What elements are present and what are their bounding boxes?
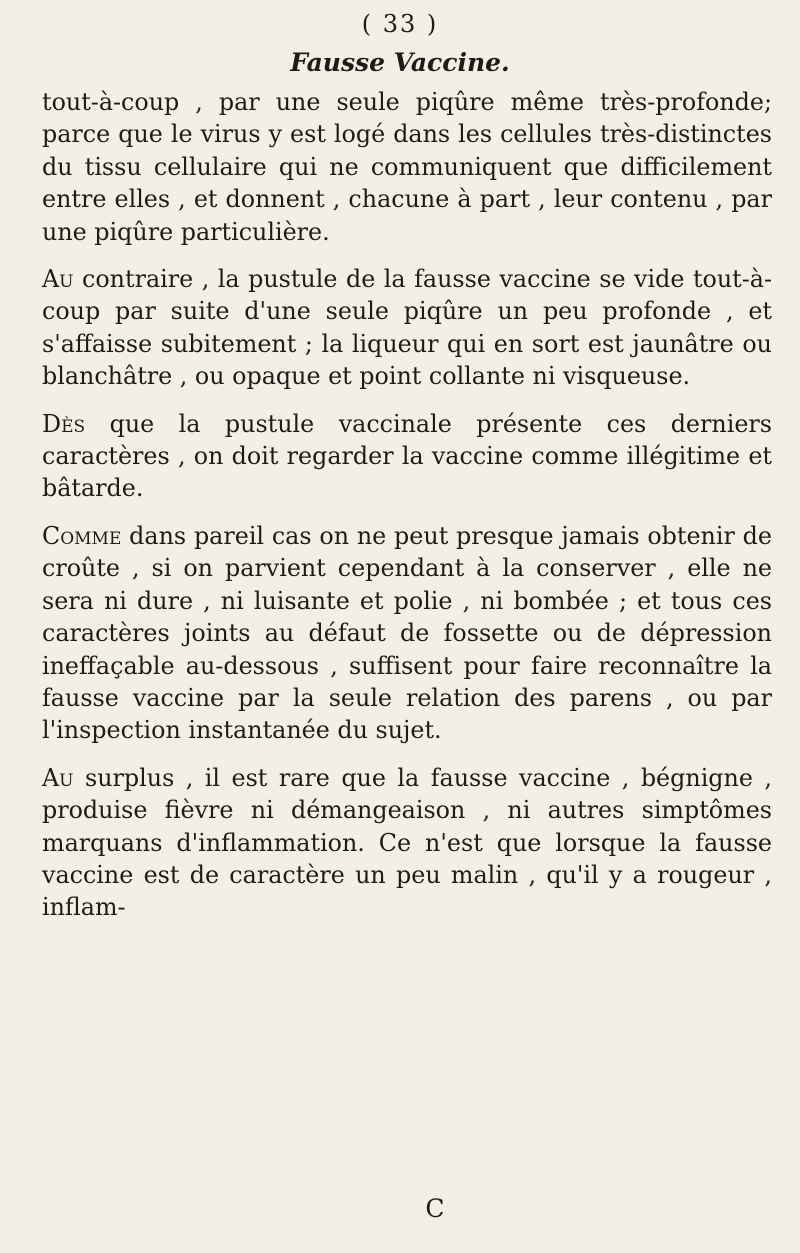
signature-mark-text: C <box>425 1194 445 1223</box>
paragraph-5 <box>42 762 772 924</box>
signature-mark <box>0 1194 800 1223</box>
paragraph-2 <box>42 263 772 393</box>
paragraph-1-text: tout-à-coup , par une seule piqûre même très-profonde; parce que le virus y est logé dans les cellules très-distinctes du tissu cellulaire qui ne communiquent que difficilement entre elles , et donnent , chacune à part , leur contenu , par une piqûre particulière. <box>42 88 772 246</box>
paragraph-3 <box>42 408 772 505</box>
paragraph-1 <box>42 86 772 248</box>
paragraph-5-text: surplus , il est rare que la fausse vaccine , bégnigne , produise fièvre ni démangeaison , ni autres simptômes marquans d'inflammation. Ce n'est que lorsque la fausse vaccine est de caractère un peu malin , qu'il y a rougeur , inflam- <box>42 763 772 922</box>
paragraph-5-lead: Au <box>42 763 74 792</box>
body-text <box>42 86 772 939</box>
running-head: Fausse Vaccine. <box>290 48 510 77</box>
page-number: ( 33 ) <box>361 10 439 38</box>
paragraph-2-text: contraire , la pustule de la fausse vaccine se vide tout-à-coup par suite d'une seule piqûre un peu profonde , et s'affaisse subitement ; la liqueur qui en sort est jaunâtre ou blanchâtre , ou opaque et point collante ni visqueuse. <box>42 265 772 391</box>
paragraph-4-lead: Comme <box>42 521 122 550</box>
paragraph-3-lead: Dès <box>42 409 86 438</box>
paragraph-2-lead: Au <box>42 265 74 294</box>
paragraph-4 <box>42 520 772 747</box>
paragraph-3-text: que la pustule vaccinale présente ces derniers caractères , on doit regarder la vaccine comme illégitime et bâtarde. <box>42 409 772 503</box>
paragraph-4-text: dans pareil cas on ne peut presque jamais obtenir de croûte , si on parvient cependant à la conserver , elle ne sera ni dure , ni luisante et polie , ni bombée ; et tous ces caractères joints au défaut de fossette ou de dépression ineffaçable au-dessous , suffisent pour faire reconnaître la fausse vaccine par la seule relation des parens , ou par l'inspection instantanée du sujet. <box>42 521 772 745</box>
